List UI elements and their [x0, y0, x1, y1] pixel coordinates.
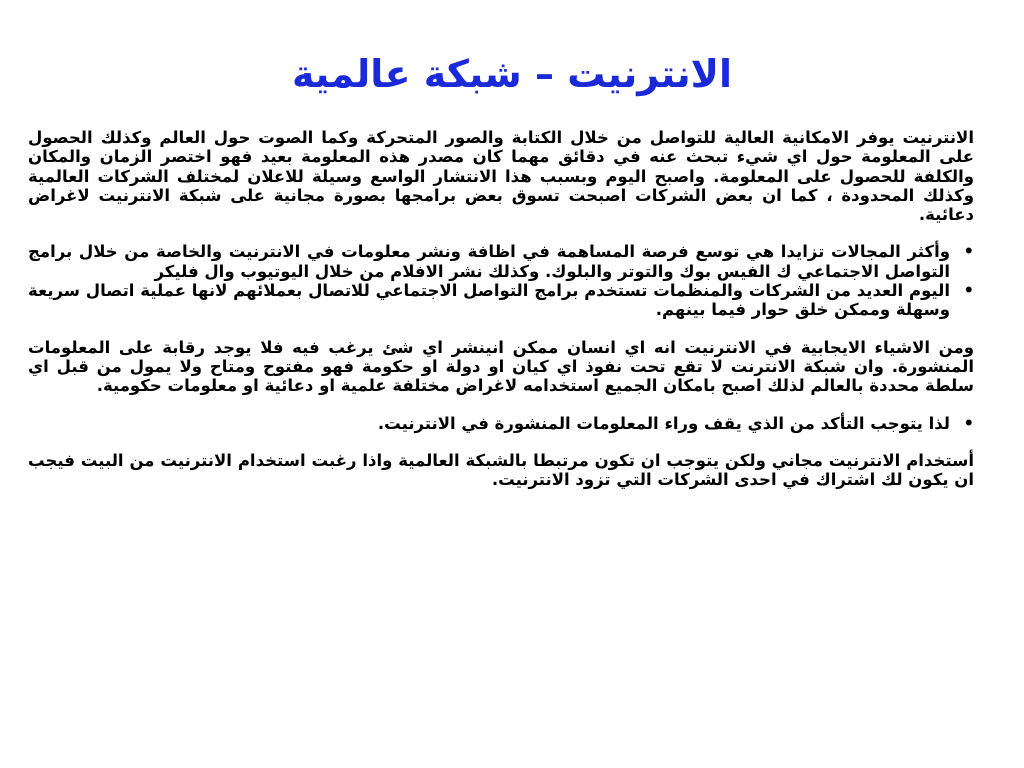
slide-title: الانترنيت – شبكة عالمية	[292, 52, 732, 96]
bullet-item-social-media	[28, 242, 974, 281]
bullet-text: وأكثر المجالات تزايدا هي توسع فرصة المساهمة في اظافة ونشر معلومات في الانترنيت والخاصة من خلال برامج التواصل الاجتماعي ك الفيس بوك والتوتر والبلوك. وكذلك نشر الافلام من خلال اليوتيوب وال فليكر	[28, 242, 950, 281]
bullet-icon: •	[963, 242, 974, 262]
bullet-text: لذا يتوجب التأكد من الذي يقف وراء المعلومات المنشورة في الانترنيت.	[377, 413, 950, 433]
spacer	[28, 320, 974, 338]
intro-paragraph: الانترنيت يوفر الامكانية العالية للتواصل من خلال الكتابة والصور المتحركة وكما الصوت حول العالم وكذلك الحصول على المعلومة حول اي شيء تبحث عنه في دقائق مهما كان مصدر هذه المعلومة بعيد فهو اختصر الزمان والمكان والكلفة للحصول على المعلومة. واصبح اليوم وبسبب هذا الانتشار الواسع وسيلة للاعلان لمختلف الشركات العالمية وكذلك المحدودة ، كما ان بعض الشركات اصبحت تسوق بعض برامجها بصورة مجانية على شبكة الانترنيت لاغراض دعائية.	[28, 128, 974, 225]
bullet-icon: •	[963, 413, 974, 433]
bullet-item-companies	[28, 281, 974, 320]
slide-body	[28, 128, 974, 489]
usage-paragraph: أستخدام الانترنيت مجاني ولكن يتوجب ان تكون مرتبطا بالشبكة العالمية واذا رغبت استخدام الانترنيت من البيت فيجب ان يكون لك اشتراك في احدى الشركات التي تزود الانترنيت.	[28, 450, 974, 490]
bullet-item-verify	[28, 414, 974, 433]
bullet-text: اليوم العديد من الشركات والمنظمات تستخدم برامج التواصل الاجتماعي للاتصال بعملائهم لانها عملية اتصال سريعة وسهلة وممكن خلق حوار فيما بينهم.	[28, 281, 950, 320]
spacer	[28, 396, 974, 414]
bullet-icon: •	[963, 281, 974, 301]
positive-aspects-paragraph: ومن الاشياء الايجابية في الانترنيت انه اي انسان ممكن انينشر اي شئ يرغب فيه فلا يوجد رقابة على المعلومات المنشورة. وان شبكة الانترنت لا تقع تحت نفوذ اي كيان او دولة او حكومة فهو مفتوح ومتاح ولا يمول من قبل اي سلطة محددة بالعالم لذلك اصبح بامكان الجميع استخدامه لاغراض مختلفة علمية او دعائية او معلومات حكومية.	[28, 337, 974, 396]
spacer	[28, 433, 974, 451]
spacer	[28, 224, 974, 242]
